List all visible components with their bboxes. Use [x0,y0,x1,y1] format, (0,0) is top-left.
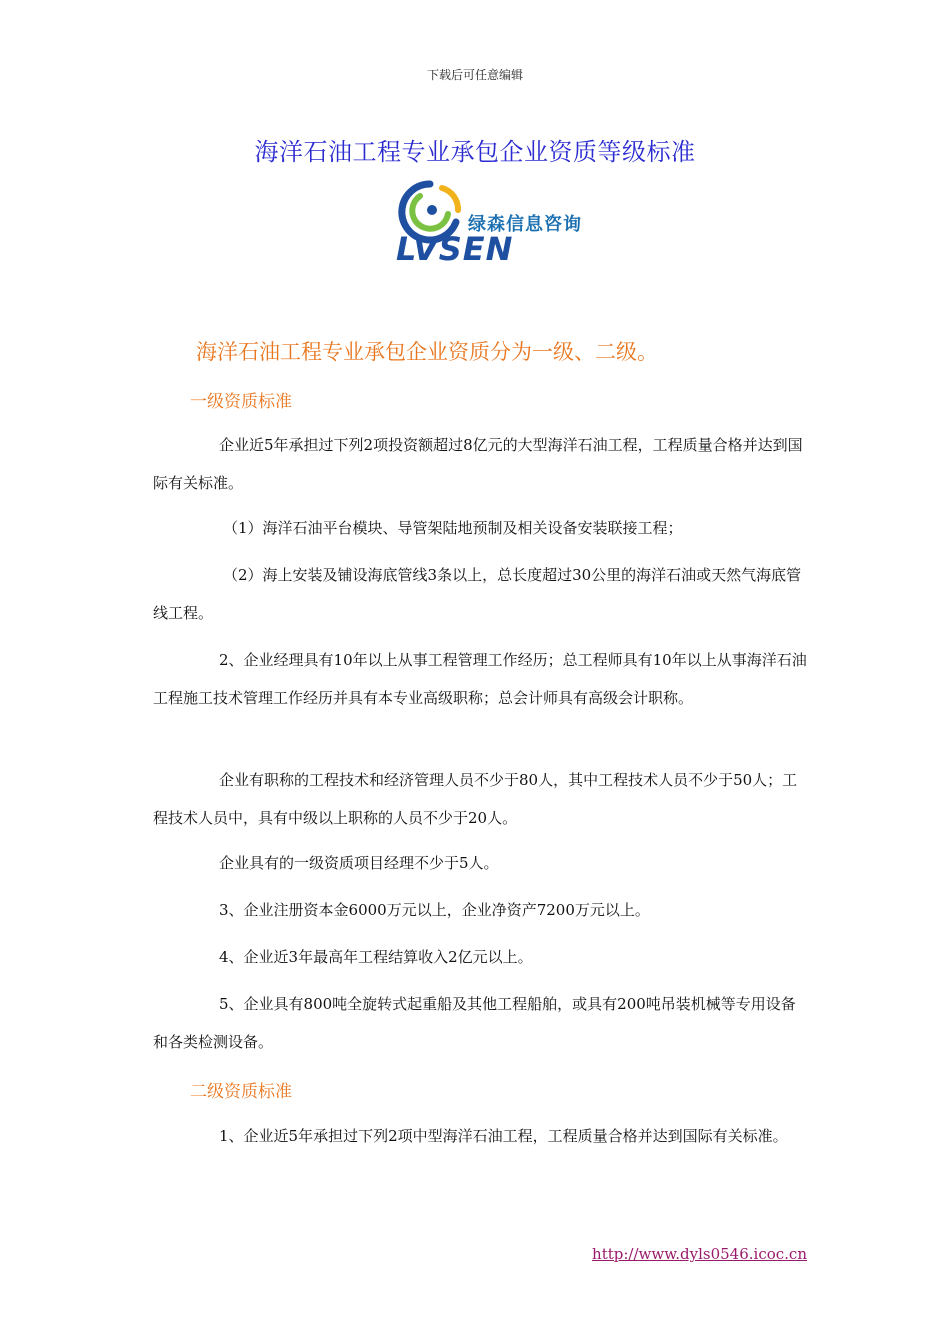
document-title: 海洋石油工程专业承包企业资质等级标准 [254,138,696,166]
paragraph: 4、企业近3年最高年工程结算收入2亿元以上。 [219,948,533,966]
paragraph: 2、企业经理具有10年以上从事工程管理工作经历；总工程师具有10年以上从事海洋石油工程施工技术管理工作经历并具有本专业高级职称；总会计师具有高级会计职称。 [153,651,807,707]
logo-chinese-text: 绿森信息咨询 [468,214,582,235]
section-heading-level-2: 二级资质标准 [190,1082,292,1102]
paragraph: 1、企业近5年承担过下列2项中型海洋石油工程，工程质量合格并达到国际有关标准。 [219,1127,788,1145]
paragraph: （1）海洋石油平台模块、导管架陆地预制及相关设备安装联接工程； [223,519,683,537]
company-logo [388,174,590,266]
paragraph: 企业近5年承担过下列2项投资额超过8亿元的大型海洋石油工程，工程质量合格并达到国际有关标准。 [153,436,803,492]
section-heading-level-1: 一级资质标准 [190,392,292,412]
paragraph: （2）海上安装及铺设海底管线3条以上，总长度超过30公里的海洋石油或天然气海底管线工程。 [153,566,802,622]
header-note: 下载后可任意编辑 [426,68,523,82]
paragraph: 3、企业注册资本金6000万元以上，企业净资产7200万元以上。 [219,901,650,919]
intro-heading: 海洋石油工程专业承包企业资质分为一级、二级。 [196,340,658,364]
paragraph: 5、企业具有800吨全旋转式起重船及其他工程船舶，或具有200吨吊装机械等专用设备和各类检测设备。 [153,995,796,1051]
footer-website-link[interactable]: http://www.dyls0546.icoc.cn [592,1245,807,1263]
paragraph: 企业有职称的工程技术和经济管理人员不少于80人，其中工程技术人员不少于50人；工程技术人员中，具有中级以上职称的人员不少于20人。 [153,771,798,827]
paragraph: 企业具有的一级资质项目经理不少于5人。 [219,854,499,872]
logo-english-text: LVSEN [396,230,514,268]
